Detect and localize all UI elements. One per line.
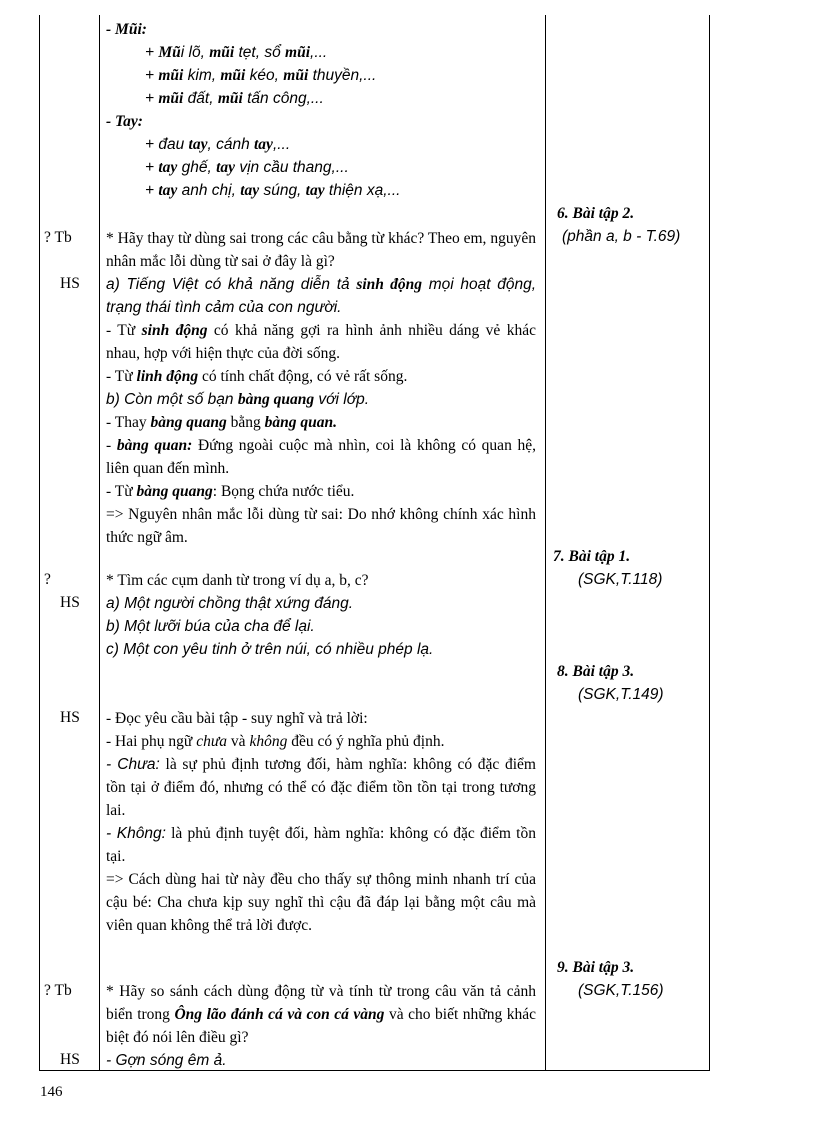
mui-line-3: + mũi đất, mũi tấn công,... [145,90,324,107]
role-tb: ? Tb [44,229,72,246]
table-border-left [39,15,40,1070]
ex7-ref-sub: (SGK,T.118) [578,571,663,588]
role-hs: HS [60,709,80,726]
ex9-ref-title: 9. Bài tập 3. [557,959,635,976]
role-question: ? [44,571,51,588]
mui-line-1: + Mũi lõ, mũi tẹt, sổ mũi,... [145,44,328,61]
ex9-ref-sub: (SGK,T.156) [578,982,664,999]
ex8-ref-title: 8. Bài tập 3. [557,663,635,680]
tay-line-2: + tay ghế, tay vịn cầu thang,... [145,159,349,176]
ex7-question: * Tìm các cụm danh từ trong ví dụ a, b, c? [106,572,369,589]
ex8-conclusion: => Cách dùng hai từ này đều cho thấy sự thông minh nhanh trí của cậu bé: Cha chưa kịp suy nghĩ thì cậu đã đáp lại bằng một câu mà viên quan không thể trả lời được. [106,871,536,934]
table-border-right [709,15,710,1070]
role-hs: HS [60,275,80,292]
table-divider-2 [545,15,546,1070]
ex6-replace: - Thay bàng quang bằng bàng quan. [106,414,337,431]
tay-line-3: + tay anh chị, tay súng, tay thiện xạ,... [145,182,401,199]
ex6-explain-linh-dong: - Từ linh động có tính chất động, có vẻ rất sống. [106,368,408,385]
ex9-question: * Hãy so sánh cách dùng động từ và tính từ trong câu văn tả cảnh biển trong Ông lão đánh cá và con cá vàng và cho biết những khác biệt đó nói lên điều gì? [106,983,537,1046]
ex6-ref-title: 6. Bài tập 2. [557,205,635,222]
ex7-item-c: c) Một con yêu tinh ở trên núi, có nhiều phép lạ. [106,641,434,658]
ex6-conclusion: => Nguyên nhân mắc lỗi dùng từ sai: Do nhớ không chính xác hình thức ngữ âm. [106,506,536,546]
page-number: 146 [40,1084,63,1100]
ex8-ref-sub: (SGK,T.149) [578,686,664,703]
ex6-bang-quan-def: - bàng quan: Đứng ngoài cuộc mà nhìn, coi là không có quan hệ, liên quan đến mình. [106,437,536,477]
ex6-sentence-a: a) Tiếng Việt có khả năng diễn tả sinh động mọi hoạt động, trạng thái tình cảm của con người. [106,276,537,316]
table-divider-1 [99,15,100,1070]
ex8-point-1: - Hai phụ ngữ chưa và không đều có ý nghĩa phủ định. [106,733,445,750]
ex8-instruction: - Đọc yêu cầu bài tập - suy nghĩ và trả lời: [106,710,368,727]
role-tb: ? Tb [44,982,72,999]
mui-heading: - Mũi: [106,21,147,38]
ex6-ref-sub: (phần a, b - T.69) [562,228,681,245]
ex8-chua: - Chưa: là sự phủ định tương đối, hàm nghĩa: không có đặc điểm tồn tại ở điểm đó, nhưng có thể có đặc điểm tồn tồn tại trong tương lai. [106,756,536,819]
ex6-explain-sinh-dong: - Từ sinh động có khả năng gợi ra hình ảnh nhiều dáng vẻ khác nhau, hợp với hiện thực của đời sống. [106,322,536,362]
ex6-question: * Hãy thay từ dùng sai trong các câu bằng từ khác? Theo em, nguyên nhân mắc lỗi dùng từ sai ở đây là gì? [106,230,536,270]
ex7-ref-title: 7. Bài tập 1. [553,548,631,565]
tay-line-1: + đau tay, cánh tay,... [145,136,291,153]
ex6-bang-quang-def: - Từ bàng quang: Bọng chứa nước tiểu. [106,483,355,500]
ex9-answer: - Gợn sóng êm ả. [106,1052,227,1069]
role-hs: HS [60,594,80,611]
ex6-sentence-b: b) Còn một số bạn bàng quang với lớp. [106,391,369,408]
tay-heading: - Tay: [106,113,143,130]
ex8-khong: - Không: là phủ định tuyệt đối, hàm nghĩa: không có đặc điểm tồn tại. [106,825,536,865]
ex7-item-a: a) Một người chồng thật xứng đáng. [106,595,354,612]
ex7-item-b: b) Một lưỡi búa của cha để lại. [106,618,315,635]
mui-line-2: + mũi kim, mũi kéo, mũi thuyền,... [145,67,377,84]
role-hs: HS [60,1051,80,1068]
